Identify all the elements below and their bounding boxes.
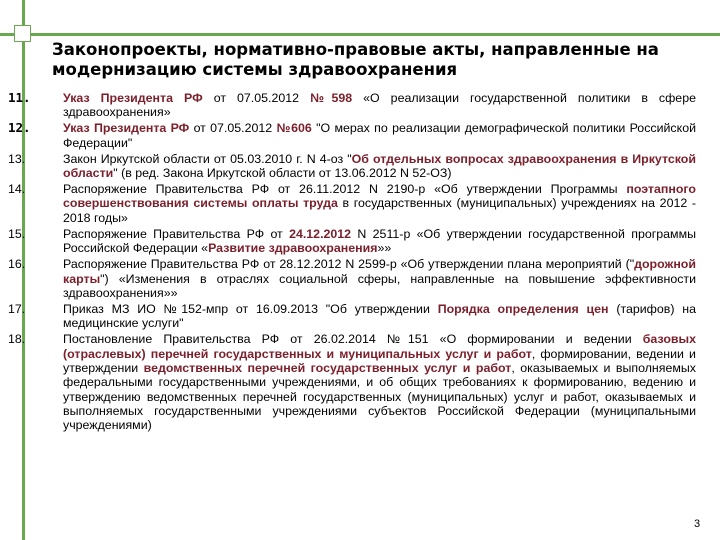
decor-horizontal-line [0, 33, 720, 36]
list-item [8, 121, 696, 150]
list-item [8, 152, 696, 181]
highlight-text: 24.12.2012 [289, 226, 352, 241]
item-text [63, 91, 696, 120]
slide-title: Законопроекты, нормативно-правовые акты, направленные на модернизацию системы здравоохранения [52, 40, 659, 79]
item-text-part: »» [377, 241, 392, 256]
highlight-text: дорожной карты [63, 257, 696, 286]
item-text-part: Распоряжение Правительства РФ от 28.12.2012 N 2599-р «Об утверждении плана мероприятий (" [63, 257, 635, 272]
item-text-part: " (в ред. Закона Иркутской области от 13.06.2012 N 52-ОЗ) [113, 166, 452, 181]
item-text-part: "О мерах по реализации демографической политики Российской Федерации" [63, 121, 697, 150]
item-text-part: , формировании, ведении и утверждении [63, 346, 696, 375]
item-text-part: Постановление Правительства РФ от 26.02.2014 №151 «О формировании и ведении [63, 332, 643, 347]
item-number: 11. [8, 90, 31, 105]
page-number: 3 [694, 518, 701, 530]
list-item [8, 91, 696, 120]
item-number: 14. [8, 182, 26, 197]
item-text [63, 257, 696, 300]
legal-acts-list [8, 91, 696, 434]
item-text-part: (тарифов) на медицинские услуги" [63, 301, 696, 331]
decor-corner-square [14, 25, 31, 42]
list-item [8, 332, 696, 432]
item-text-part: в государственных (муниципальных) учреждениях на 2012 - 2018 годы» [63, 196, 697, 225]
item-text-part: от 07.05.2012 [202, 91, 311, 105]
item-number: 16. [8, 257, 26, 272]
item-text [63, 227, 696, 256]
item-text-part: ") «Изменения в отраслях социальной сферы, направленные на повышение эффективности здравоохранения»» [63, 271, 696, 300]
item-text-part: от 07.05.2012 [189, 121, 277, 136]
item-number: 13. [8, 151, 26, 166]
item-text [63, 182, 696, 225]
list-item [8, 257, 696, 300]
item-text-part: Закон Иркутской области от 05.03.2010 г. N 4-оз " [63, 151, 352, 166]
highlight-text: Указ Президента РФ [63, 91, 203, 105]
item-text [63, 121, 696, 150]
item-text-part: , оказываемых и выполняемых федеральными государственными учреждениями, и об общих требованиях к формированию, ведению и утверждению ведомственных перечней государственных (муниципальных) услуг и работ, оказываемых и выполняемых государственными учреждениями субъектов Российской Федерации (муниципальными учреждениями) [63, 360, 696, 433]
highlight-text: базовых (отраслевых) перечней государственных и муниципальных услуг и работ [63, 332, 696, 361]
item-text [63, 332, 696, 432]
list-item [8, 302, 696, 331]
item-text-part: «О реализации государственной политики в сфере здравоохранения» [63, 91, 696, 120]
highlight-text: Об отдельных вопросах здравоохранения в Иркутской области [63, 151, 696, 181]
item-number: 12. [8, 120, 31, 136]
highlight-text: №606 [276, 121, 312, 136]
item-text-part: Распоряжение Правительства РФ от 26.11.2012 N 2190-р «Об утверждении Программы [63, 182, 627, 197]
item-text [63, 152, 696, 181]
item-text [63, 302, 696, 331]
highlight-text: Указ Президента РФ [63, 121, 190, 136]
item-text-part: N 2511-р «Об утверждении государственной программы Российской Федерации « [63, 226, 696, 256]
item-number: 17. [8, 301, 26, 316]
item-number: 18. [8, 332, 26, 347]
item-text-part: Распоряжение Правительства РФ от [63, 226, 290, 241]
highlight-text: ведомственных перечней государственных услуг и работ [143, 360, 512, 375]
highlight-text: Порядка определения цен [437, 301, 609, 316]
highlight-text: Развитие здравоохранения [208, 241, 378, 256]
list-item [8, 182, 696, 225]
highlight-text: №598 [310, 91, 353, 105]
item-text-part: Приказ МЗ ИО №152-мпр от 16.09.2013 "Об утверждении [63, 301, 438, 316]
list-item [8, 227, 696, 256]
highlight-text: поэтапного совершенствования системы оплаты труда [63, 182, 696, 211]
item-number: 15. [8, 226, 26, 241]
